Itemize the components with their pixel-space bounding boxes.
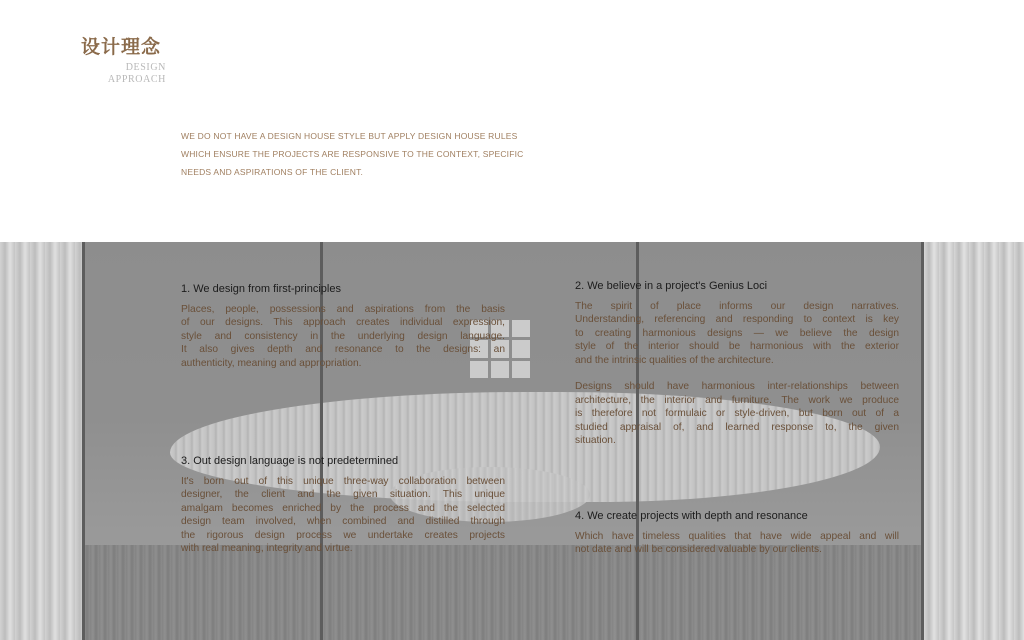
body-line: not date and will be considered valuable by our clients. — [575, 544, 822, 556]
body-line: Places, people, possessions and aspirations from the basis — [181, 304, 505, 315]
body-line: It also gives depth and resonance to the designs: an — [181, 344, 505, 356]
principle-2 — [575, 280, 899, 447]
glass-frame-left — [82, 242, 85, 640]
body-line: authenticity, meaning and appropriation. — [181, 357, 362, 369]
body-line: It's born out of this unique three-way collaboration between — [181, 476, 505, 487]
left-slatted-wall — [0, 242, 82, 640]
body-line: architecture, the interior and furniture. The work we produce — [575, 394, 899, 406]
body-line: style of the interior should be harmonious with the exterior — [575, 341, 899, 353]
body-line: and the intrinsic qualities of the architecture. — [575, 354, 774, 366]
body-line: designer, the client and the given situation. This unique — [181, 489, 505, 501]
body-line: to creating harmonious designs — we believe the design — [575, 327, 899, 339]
principle-1-body — [181, 303, 505, 370]
body-line: studied appraisal of, and learned response to, the given — [575, 421, 899, 433]
glass-frame-right — [921, 242, 924, 640]
title-en-line-2: APPROACH — [107, 74, 166, 85]
principle-4-body — [575, 530, 899, 557]
principle-1 — [181, 283, 505, 370]
title-en-line-1: DESIGN — [125, 62, 166, 73]
body-line: amalgam becomes enriched by the process and the selected — [181, 502, 505, 514]
principle-2-body — [575, 300, 899, 447]
principle-2-heading: 2. We believe in a project's Genius Loci — [575, 280, 768, 292]
page-title-english — [100, 62, 166, 86]
principle-4 — [575, 510, 899, 557]
intro-line-2: WHICH ENSURE THE PROJECTS ARE RESPONSIVE TO THE CONTEXT, SPECIFIC — [181, 149, 524, 159]
body-line: of our designs. This approach creates individual expression, — [181, 317, 505, 329]
principle-3-body — [181, 475, 505, 555]
intro-line-1: WE DO NOT HAVE A DESIGN HOUSE STYLE BUT APPLY DESIGN HOUSE RULES — [181, 131, 518, 141]
body-line: is therefore not formulaic or style-driven, but born out of a — [575, 408, 899, 420]
body-line: with real meaning, integrity and virtue. — [181, 543, 353, 555]
body-line: situation. — [575, 435, 616, 447]
body-line: Understanding, referencing and responding to context is key — [575, 314, 899, 326]
right-slatted-wall — [924, 242, 1024, 640]
intro-line-3: NEEDS AND ASPIRATIONS OF THE CLIENT. — [181, 167, 364, 177]
body-line: the rigorous design process we undertake creates projects — [181, 529, 505, 541]
page-title-chinese: 设计理念 — [81, 36, 162, 58]
body-line: design team involved, when combined and distilled through — [181, 516, 505, 528]
body-line: The spirit of place informs our design narratives. — [575, 301, 899, 312]
body-line: Designs should have harmonious inter-relationships between — [575, 381, 899, 393]
body-line: Which have timeless qualities that have wide appeal and will — [575, 531, 899, 542]
principle-3 — [181, 455, 505, 555]
principle-1-heading: 1. We design from first-principles — [181, 283, 341, 295]
principle-3-heading: 3. Out design language is not predetermined — [181, 455, 399, 467]
principle-4-heading: 4. We create projects with depth and resonance — [575, 510, 808, 522]
body-line: style and consistency in the underlying design language. — [181, 330, 505, 342]
intro-statement — [181, 127, 601, 181]
